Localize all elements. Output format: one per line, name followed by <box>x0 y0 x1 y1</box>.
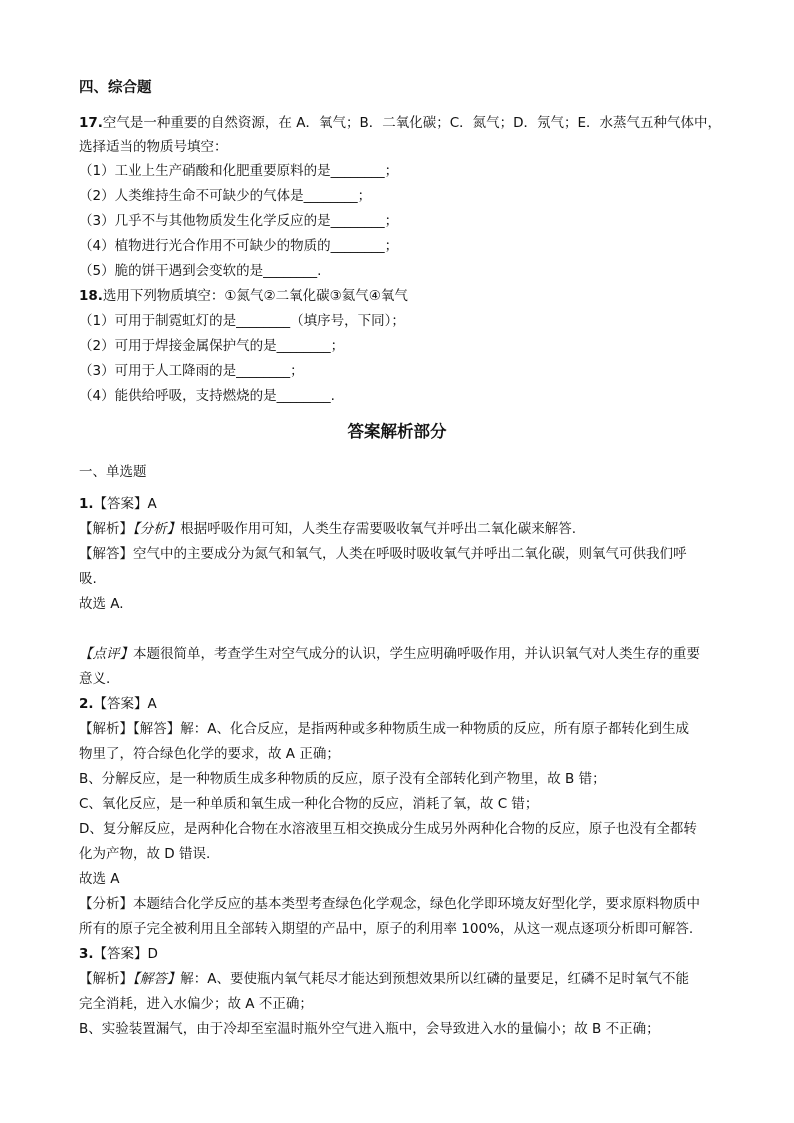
a1-jieda-label: 【解答】 <box>79 546 133 562</box>
a1-dianping-tag: 【点评】 <box>79 646 133 662</box>
a3-line2: 完全消耗，进入水偏少；故 A 不正确； <box>79 996 313 1012</box>
a1-comment-line2: 意义. <box>79 671 111 687</box>
q18-number: 18. <box>79 288 103 304</box>
q18-item-3: （3）可用于人工降雨的是________； <box>79 363 304 379</box>
q17-item-1: （1）工业上生产硝酸和化肥重要原料的是________； <box>79 163 399 179</box>
a2-analysis-line1: 【分析】本题结合化学反应的基本类型考查绿色化学观念，绿色化学即环境友好型化学，要求原料物质中 <box>79 896 700 912</box>
a3-line1 <box>79 969 729 989</box>
q17-item-3: （3）几乎不与其他物质发生化学反应的是________； <box>79 213 399 229</box>
a3-line3: B、实验装置漏气，由于冷却至室温时瓶外空气进入瓶中，会导致进入水的量偏小；故 B 不正确； <box>79 1021 660 1037</box>
a1-answer-text: 【答案】A <box>93 496 157 512</box>
a3-answer-text: 【答案】D <box>93 946 158 962</box>
a3-jieda-tag: 【解答】 <box>133 971 181 987</box>
a1-analysis <box>79 519 729 539</box>
q18-item-2: （2）可用于焊接金属保护气的是________； <box>79 338 345 354</box>
q18-stem-text: 选用下列物质填空：①氮气②二氧化碳③氦气④氧气 <box>102 288 408 304</box>
a1-solution-line1 <box>79 544 729 564</box>
q17-stem-text: 空气是一种重要的自然资源，在 A．氧气；B．二氧化碳；C．氮气；D．氖气；E．水蒸气五种气体中， <box>102 115 722 131</box>
a2-line2: 物里了，符合绿色化学的要求，故 A 正确； <box>79 746 340 762</box>
q17-item-2: （2）人类维持生命不可缺少的气体是________； <box>79 188 372 204</box>
a3-line1-text: 解：A、要使瓶内氧气耗尽才能达到预想效果所以红磷的量要足，红磷不足时氧气不能 <box>180 971 689 987</box>
a1-jiexi-label: 【解析】 <box>79 521 133 537</box>
a3-number: 3. <box>79 946 94 962</box>
a3-jiexi-label: 【解析】 <box>79 971 133 987</box>
q17-stem-line1 <box>79 113 729 133</box>
q17-item-5: （5）脆的饼干遇到会变软的是________. <box>79 263 322 279</box>
a2-choose: 故选 A <box>79 871 120 887</box>
a1-fenxi-tag: 【分析】 <box>133 521 181 537</box>
q18-item-1: （1）可用于制霓虹灯的是________（填序号，下同）； <box>79 313 405 329</box>
a1-solution-line2: 吸. <box>79 571 97 587</box>
a2-answer <box>79 694 729 714</box>
a2-line5: D、复分解反应，是两种化合物在水溶液里互相交换成分生成另外两种化合物的反应，原子也没有全都转 <box>79 821 697 837</box>
a2-line6: 化为产物，故 D 错误. <box>79 846 211 862</box>
section-title-comprehensive: 四、综合题 <box>79 80 152 96</box>
q18-item-4: （4）能供给呼吸，支持燃烧的是________. <box>79 388 335 404</box>
q17-stem-line2: 选择适当的物质号填空： <box>79 139 228 155</box>
a2-answer-text: 【答案】A <box>93 696 157 712</box>
a2-line1: 【解析】【解答】解：A、化合反应，是指两种或多种物质生成一种物质的反应，所有原子都转化到生成 <box>79 721 689 737</box>
a1-number: 1. <box>79 496 94 512</box>
a1-choose: 故选 A. <box>79 596 124 612</box>
a2-number: 2. <box>79 696 94 712</box>
a1-jieda-text: 空气中的主要成分为氮气和氧气，人类在呼吸时吸收氧气并呼出二氧化碳，则氧气可供我们呼 <box>133 546 687 562</box>
a3-answer <box>79 944 729 964</box>
a1-fenxi-text: 根据呼吸作用可知，人类生存需要吸收氧气并呼出二氧化碳来解答. <box>180 521 577 537</box>
q18-stem <box>79 286 729 306</box>
a2-line3: B、分解反应，是一种物质生成多种物质的反应，原子没有全部转化到产物里，故 B 错； <box>79 771 606 787</box>
answers-title: 答案解析部分 <box>347 422 447 441</box>
q17-item-4: （4）植物进行光合作用不可缺少的物质的________； <box>79 238 399 254</box>
a2-line4: C、氧化反应，是一种单质和氧生成一种化合物的反应，消耗了氧，故 C 错； <box>79 796 539 812</box>
q17-number: 17. <box>79 115 103 131</box>
a1-comment-line1 <box>79 644 729 664</box>
a1-dianping-text: 本题很简单，考查学生对空气成分的认识，学生应明确呼吸作用，并认识氧气对人类生存的重要 <box>133 646 700 662</box>
a1-answer <box>79 494 729 514</box>
answers-section-single-choice: 一、单选题 <box>79 464 147 480</box>
a2-analysis-line2: 所有的原子完全被利用且全部转入期望的产品中，原子的利用率 100%，从这一观点逐项分析即可解答. <box>79 921 694 937</box>
